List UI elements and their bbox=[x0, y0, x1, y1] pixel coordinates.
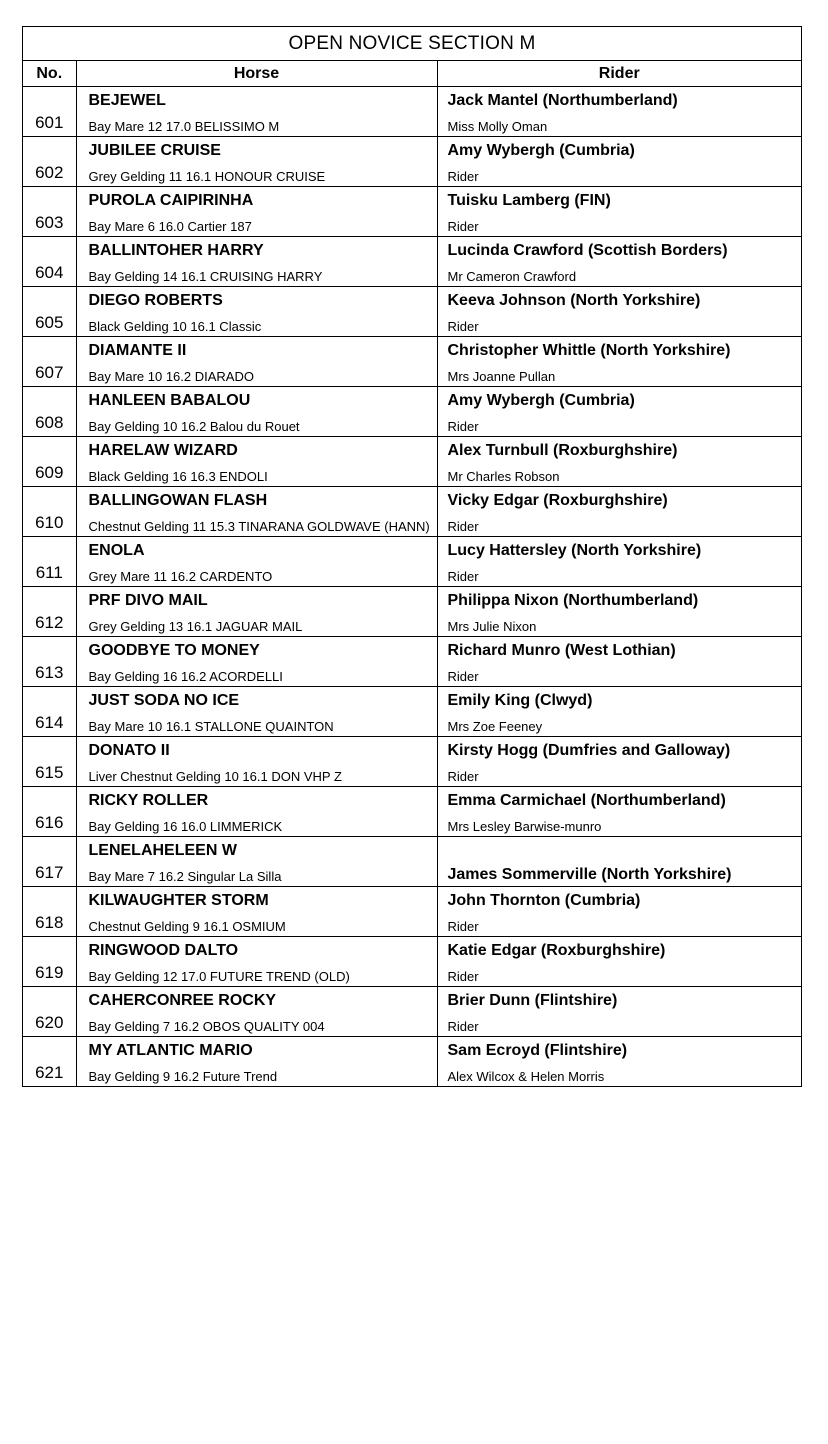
entry-number: 621 bbox=[35, 1063, 64, 1082]
rider-name: Richard Munro (West Lothian) bbox=[447, 642, 676, 659]
horse-cell bbox=[76, 837, 437, 887]
horse-name: HARELAW WIZARD bbox=[88, 442, 238, 459]
horse-details: Bay Mare 10 16.1 STALLONE QUAINTON bbox=[88, 719, 334, 734]
horse-cell bbox=[76, 737, 437, 787]
entry-number: 617 bbox=[23, 837, 76, 887]
horse-details: Bay Gelding 14 16.1 CRUISING HARRY bbox=[88, 269, 323, 284]
horse-cell bbox=[76, 787, 437, 837]
table-row bbox=[23, 937, 801, 987]
horse-name: BALLINGOWAN FLASH bbox=[88, 492, 268, 509]
rider-cell bbox=[437, 237, 801, 287]
rider-name: Amy Wybergh (Cumbria) bbox=[447, 142, 635, 159]
rider-name: Emma Carmichael (Northumberland) bbox=[447, 792, 726, 809]
entry-number: 604 bbox=[23, 237, 76, 287]
rider-cell bbox=[437, 487, 801, 537]
table-row bbox=[23, 987, 801, 1037]
table-row bbox=[23, 1037, 801, 1087]
entry-number: 619 bbox=[23, 937, 76, 987]
rider-name: Vicky Edgar (Roxburghshire) bbox=[447, 492, 668, 509]
rider-cell bbox=[437, 587, 801, 637]
rider-name: Tuisku Lamberg (FIN) bbox=[447, 192, 611, 209]
rider-name: Amy Wybergh (Cumbria) bbox=[447, 392, 635, 409]
horse-name: BEJEWEL bbox=[88, 92, 166, 109]
horse-details: Bay Gelding 12 17.0 FUTURE TREND (OLD) bbox=[88, 969, 350, 984]
horse-cell bbox=[76, 437, 437, 487]
rider-name: Keeva Johnson (North Yorkshire) bbox=[447, 292, 701, 309]
horse-details: Liver Chestnut Gelding 10 16.1 DON VHP Z bbox=[88, 769, 342, 784]
rider-name: John Thornton (Cumbria) bbox=[447, 892, 641, 909]
horse-cell bbox=[76, 887, 437, 937]
horse-name: GOODBYE TO MONEY bbox=[88, 642, 260, 659]
rider-name: Kirsty Hogg (Dumfries and Galloway) bbox=[447, 742, 731, 759]
entry-number: 607 bbox=[23, 337, 76, 387]
owner-name: Rider bbox=[447, 219, 479, 234]
entry-number: 611 bbox=[23, 537, 76, 587]
owner-name: Rider bbox=[447, 1019, 479, 1034]
owner-name: Miss Molly Oman bbox=[447, 119, 548, 134]
rider-cell bbox=[437, 887, 801, 937]
owner-name: Rider bbox=[447, 319, 479, 334]
rider-cell bbox=[437, 337, 801, 387]
rider-name: Lucinda Crawford (Scottish Borders) bbox=[447, 242, 728, 259]
rider-name: Alex Turnbull (Roxburghshire) bbox=[447, 442, 678, 459]
horse-name: RICKY ROLLER bbox=[88, 792, 209, 809]
owner-name: Rider bbox=[447, 669, 479, 684]
owner-name: Rider bbox=[447, 769, 479, 784]
entry-number: 614 bbox=[23, 687, 76, 737]
horse-name: JUST SODA NO ICE bbox=[88, 692, 240, 709]
table-row bbox=[23, 237, 801, 287]
table-row bbox=[23, 537, 801, 587]
horse-name: BALLINTOHER HARRY bbox=[88, 242, 264, 259]
entry-number: 608 bbox=[23, 387, 76, 437]
table-row bbox=[23, 387, 801, 437]
header-no: No. bbox=[23, 61, 76, 87]
rider-name: Katie Edgar (Roxburghshire) bbox=[447, 942, 666, 959]
table-row bbox=[23, 637, 801, 687]
entries-table bbox=[23, 61, 801, 1086]
entry-number: 602 bbox=[23, 137, 76, 187]
horse-details: Bay Mare 10 16.2 DIARADO bbox=[88, 369, 254, 384]
owner-name: Rider bbox=[447, 569, 479, 584]
horse-details: Grey Gelding 13 16.1 JAGUAR MAIL bbox=[88, 619, 303, 634]
header-horse: Horse bbox=[76, 61, 437, 87]
entry-number: 615 bbox=[23, 737, 76, 787]
entry-number: 618 bbox=[23, 887, 76, 937]
rider-cell bbox=[437, 187, 801, 237]
header-rider: Rider bbox=[437, 61, 801, 87]
owner-name: Rider bbox=[447, 169, 479, 184]
rider-cell bbox=[437, 837, 801, 887]
table-row bbox=[23, 487, 801, 537]
entry-number: 603 bbox=[23, 187, 76, 237]
rider-cell bbox=[437, 987, 801, 1037]
owner-name: Rider bbox=[447, 919, 479, 934]
table-row bbox=[23, 887, 801, 937]
rider-cell bbox=[437, 937, 801, 987]
section-title: OPEN NOVICE SECTION M bbox=[23, 27, 801, 61]
table-row bbox=[23, 337, 801, 387]
horse-cell bbox=[76, 137, 437, 187]
horse-details: Bay Mare 6 16.0 Cartier 187 bbox=[88, 219, 252, 234]
rider-cell bbox=[437, 787, 801, 837]
horse-cell bbox=[76, 287, 437, 337]
table-row bbox=[23, 687, 801, 737]
horse-details: Bay Mare 7 16.2 Singular La Silla bbox=[88, 869, 282, 884]
horse-details: Chestnut Gelding 11 15.3 TINARANA GOLDWAVE (HANN) bbox=[88, 519, 430, 534]
horse-details: Bay Gelding 16 16.0 LIMMERICK bbox=[88, 819, 283, 834]
horse-name: ENOLA bbox=[88, 542, 145, 559]
rider-name: Lucy Hattersley (North Yorkshire) bbox=[447, 542, 702, 559]
entry-number: 609 bbox=[23, 437, 76, 487]
horse-details: Bay Mare 12 17.0 BELISSIMO M bbox=[88, 119, 280, 134]
horse-name: LENELAHELEEN W bbox=[88, 842, 237, 859]
horse-details: Bay Gelding 16 16.2 ACORDELLI bbox=[88, 669, 283, 684]
horse-cell bbox=[76, 587, 437, 637]
horse-name: HANLEEN BABALOU bbox=[88, 392, 251, 409]
owner-name: Mrs Zoe Feeney bbox=[447, 719, 543, 734]
table-row bbox=[23, 787, 801, 837]
table-row bbox=[23, 87, 801, 137]
horse-name: DIEGO ROBERTS bbox=[88, 292, 223, 309]
horse-cell bbox=[76, 387, 437, 437]
table-row bbox=[23, 437, 801, 487]
table-row bbox=[23, 587, 801, 637]
horse-name: PUROLA CAIPIRINHA bbox=[88, 192, 254, 209]
horse-cell bbox=[76, 637, 437, 687]
entry-number: 601 bbox=[23, 87, 76, 137]
header-row bbox=[23, 61, 801, 87]
rider-name: James Sommerville (North Yorkshire) bbox=[447, 866, 732, 883]
horse-details: Chestnut Gelding 9 16.1 OSMIUM bbox=[88, 919, 286, 934]
entry-number: 613 bbox=[23, 637, 76, 687]
horse-cell bbox=[76, 987, 437, 1037]
rider-cell bbox=[437, 387, 801, 437]
horse-details: Bay Gelding 9 16.2 Future Trend bbox=[88, 1069, 278, 1084]
horse-details: Grey Gelding 11 16.1 HONOUR CRUISE bbox=[88, 169, 326, 184]
owner-name: Mr Charles Robson bbox=[447, 469, 560, 484]
owner-name: Mrs Julie Nixon bbox=[447, 619, 537, 634]
rider-cell bbox=[437, 687, 801, 737]
horse-name: KILWAUGHTER STORM bbox=[88, 892, 269, 909]
rider-name: Emily King (Clwyd) bbox=[447, 692, 593, 709]
owner-name: Rider bbox=[447, 419, 479, 434]
horse-name: JUBILEE CRUISE bbox=[88, 142, 221, 159]
rider-name: Brier Dunn (Flintshire) bbox=[447, 992, 618, 1009]
horse-cell bbox=[76, 487, 437, 537]
rider-name: Philippa Nixon (Northumberland) bbox=[447, 592, 699, 609]
horse-details: Bay Gelding 7 16.2 OBOS QUALITY 004 bbox=[88, 1019, 325, 1034]
entry-number: 616 bbox=[23, 787, 76, 837]
horse-cell bbox=[76, 337, 437, 387]
owner-name: Rider bbox=[447, 519, 479, 534]
horse-details: Black Gelding 10 16.1 Classic bbox=[88, 319, 262, 334]
horse-name: MY ATLANTIC MARIO bbox=[88, 1042, 253, 1059]
horse-cell bbox=[76, 237, 437, 287]
owner-name: Mr Cameron Crawford bbox=[447, 269, 577, 284]
owner-name: Rider bbox=[447, 969, 479, 984]
rider-cell bbox=[437, 137, 801, 187]
rider-name: Christopher Whittle (North Yorkshire) bbox=[447, 342, 731, 359]
horse-name: DONATO II bbox=[88, 742, 170, 759]
rider-cell bbox=[437, 537, 801, 587]
rider-cell bbox=[437, 737, 801, 787]
horse-details: Bay Gelding 10 16.2 Balou du Rouet bbox=[88, 419, 300, 434]
entry-number: 605 bbox=[23, 287, 76, 337]
horse-name: PRF DIVO MAIL bbox=[88, 592, 208, 609]
owner-name: Mrs Lesley Barwise-munro bbox=[447, 819, 602, 834]
entry-number: 610 bbox=[23, 487, 76, 537]
horse-cell bbox=[76, 687, 437, 737]
rider-name: Sam Ecroyd (Flintshire) bbox=[447, 1042, 628, 1059]
entry-list-sheet bbox=[22, 26, 802, 1087]
horse-details: Black Gelding 16 16.3 ENDOLI bbox=[88, 469, 268, 484]
owner-name: Alex Wilcox & Helen Morris bbox=[447, 1069, 605, 1084]
horse-name: CAHERCONREE ROCKY bbox=[88, 992, 277, 1009]
horse-cell bbox=[76, 187, 437, 237]
rider-cell bbox=[437, 1037, 801, 1087]
rider-cell bbox=[437, 87, 801, 137]
table-row bbox=[23, 187, 801, 237]
table-row bbox=[23, 137, 801, 187]
entry-number: 612 bbox=[23, 587, 76, 637]
rider-cell bbox=[437, 637, 801, 687]
rider-cell bbox=[437, 437, 801, 487]
horse-name: RINGWOOD DALTO bbox=[88, 942, 239, 959]
horse-cell bbox=[76, 1037, 437, 1087]
horse-cell bbox=[76, 537, 437, 587]
table-row bbox=[23, 737, 801, 787]
horse-cell bbox=[76, 937, 437, 987]
owner-name: Mrs Joanne Pullan bbox=[447, 369, 556, 384]
table-row bbox=[23, 837, 801, 887]
table-row bbox=[23, 287, 801, 337]
horse-cell bbox=[76, 87, 437, 137]
rider-name: Jack Mantel (Northumberland) bbox=[447, 92, 678, 109]
entries-body bbox=[23, 87, 801, 1087]
entry-number: 620 bbox=[23, 987, 76, 1037]
horse-details: Grey Mare 11 16.2 CARDENTO bbox=[88, 569, 273, 584]
horse-name: DIAMANTE II bbox=[88, 342, 187, 359]
rider-cell bbox=[437, 287, 801, 337]
